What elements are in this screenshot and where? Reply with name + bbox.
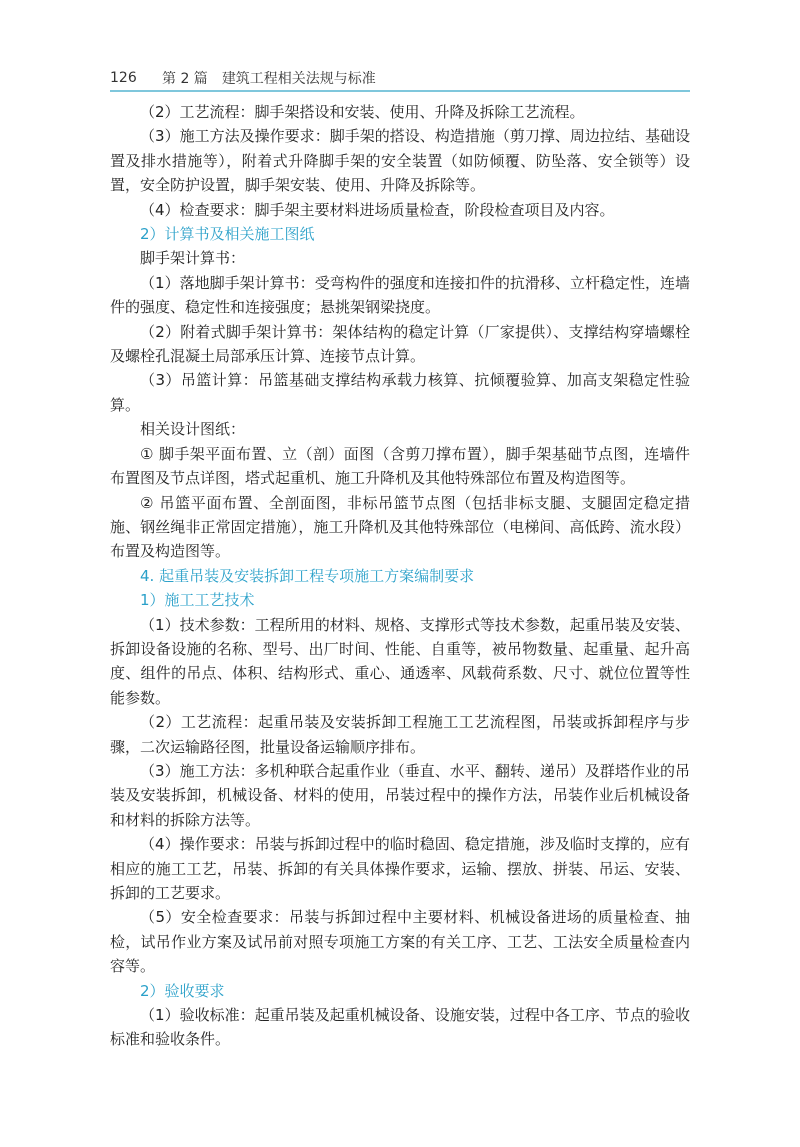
paragraph: （1）落地脚手架计算书：受弯构件的强度和连接扣件的抗滑移、立杆稳定性，连墙件的强度、稳定性和连接强度；悬挑架钢梁挠度。 — [110, 273, 690, 317]
subheading: 2）验收要求 — [140, 981, 225, 1000]
page-number: 126 — [110, 70, 137, 86]
paragraph: 脚手架计算书： — [140, 249, 246, 268]
part-label: 第 2 篇 — [162, 71, 208, 87]
paragraph: （3）施工方法：多机种联合起重作业（垂直、水平、翻转、递吊）及群塔作业的吊装及安装拆卸，机械设备、材料的使用，吊装过程中的操作方法，吊装作业后机械设备和材料的拆除方法等。 — [110, 761, 690, 829]
paragraph: （2）附着式脚手架计算书：架体结构的稳定计算（厂家提供）、支撑结构穿墙螺栓及螺栓孔混凝土局部承压计算、连接节点计算。 — [110, 322, 690, 366]
paragraph: 相关设计图纸： — [140, 420, 246, 439]
header-rule — [110, 90, 690, 92]
paragraph: （4）操作要求：吊装与拆卸过程中的临时稳固、稳定措施，涉及临时支撑的，应有相应的施工工艺，吊装、拆卸的有关具体操作要求，运输、摆放、拼装、吊运、安装、拆卸的工艺要求。 — [110, 835, 690, 902]
paragraph: （2）工艺流程：起重吊装及安装拆卸工程施工工艺流程图，吊装或拆卸程序与步骤，二次运输路径图，批量设备运输顺序排布。 — [110, 713, 690, 756]
paragraph: （3）施工方法及操作要求：脚手架的搭设、构造措施（剪刀撑、周边拉结、基础设置及排水措施等），附着式升降脚手架的安全装置（如防倾覆、防坠落、安全锁等）设置，安全防护设置，脚手架安装、使用、升降及拆除等。 — [110, 127, 690, 195]
paragraph: （4）检查要求：脚手架主要材料进场质量检查，阶段检查项目及内容。 — [140, 200, 615, 219]
paragraph: ② 吊篮平面布置、全剖面图，非标吊篮节点图（包括非标支腿、支腿固定稳定措施、钢丝绳非正常固定措施），施工升降机及其他特殊部位（电梯间、高低跨、流水段）布置及构造图等。 — [110, 493, 690, 561]
paragraph: （1）技术参数：工程所用的材料、规格、支撑形式等技术参数，起重吊装及安装、拆卸设备设施的名称、型号、出厂时间、性能、自重等，被吊物数量、起重量、起升高度、组件的吊点、体积、结构形式、重心、通透率、风载荷系数、尺寸、就位位置等性能参数。 — [110, 615, 690, 707]
paragraph: （3）吊篮计算：吊篮基础支撑结构承载力核算、抗倾覆验算、加高支架稳定性验算。 — [110, 371, 690, 414]
paragraph: （1）验收标准：起重吊装及起重机械设备、设施安装，过程中各工序、节点的验收标准和验收条件。 — [110, 1006, 690, 1049]
paragraph: （2）工艺流程：脚手架搭设和安装、使用、升降及拆除工艺流程。 — [140, 103, 585, 121]
paragraph: （5）安全检查要求：吊装与拆卸过程中主要材料、机械设备进场的质量检查、抽检，试吊作业方案及试吊前对照专项施工方案的有关工序、工艺、工法安全质量检查内容等。 — [110, 908, 690, 976]
part-title: 建筑工程相关法规与标准 — [221, 71, 376, 87]
subheading: 2）计算书及相关施工图纸 — [140, 225, 315, 244]
section-heading: 4. 起重吊装及安装拆卸工程专项施工方案编制要求 — [140, 566, 475, 585]
subheading: 1）施工工艺技术 — [140, 591, 255, 610]
running-header — [110, 66, 690, 90]
paragraph: ① 脚手架平面布置、立（剖）面图（含剪刀撑布置），脚手架基础节点图，连墙件布置图及节点详图，塔式起重机、施工升降机及其他特殊部位布置及构造图等。 — [110, 444, 690, 488]
body-text — [110, 100, 690, 1052]
